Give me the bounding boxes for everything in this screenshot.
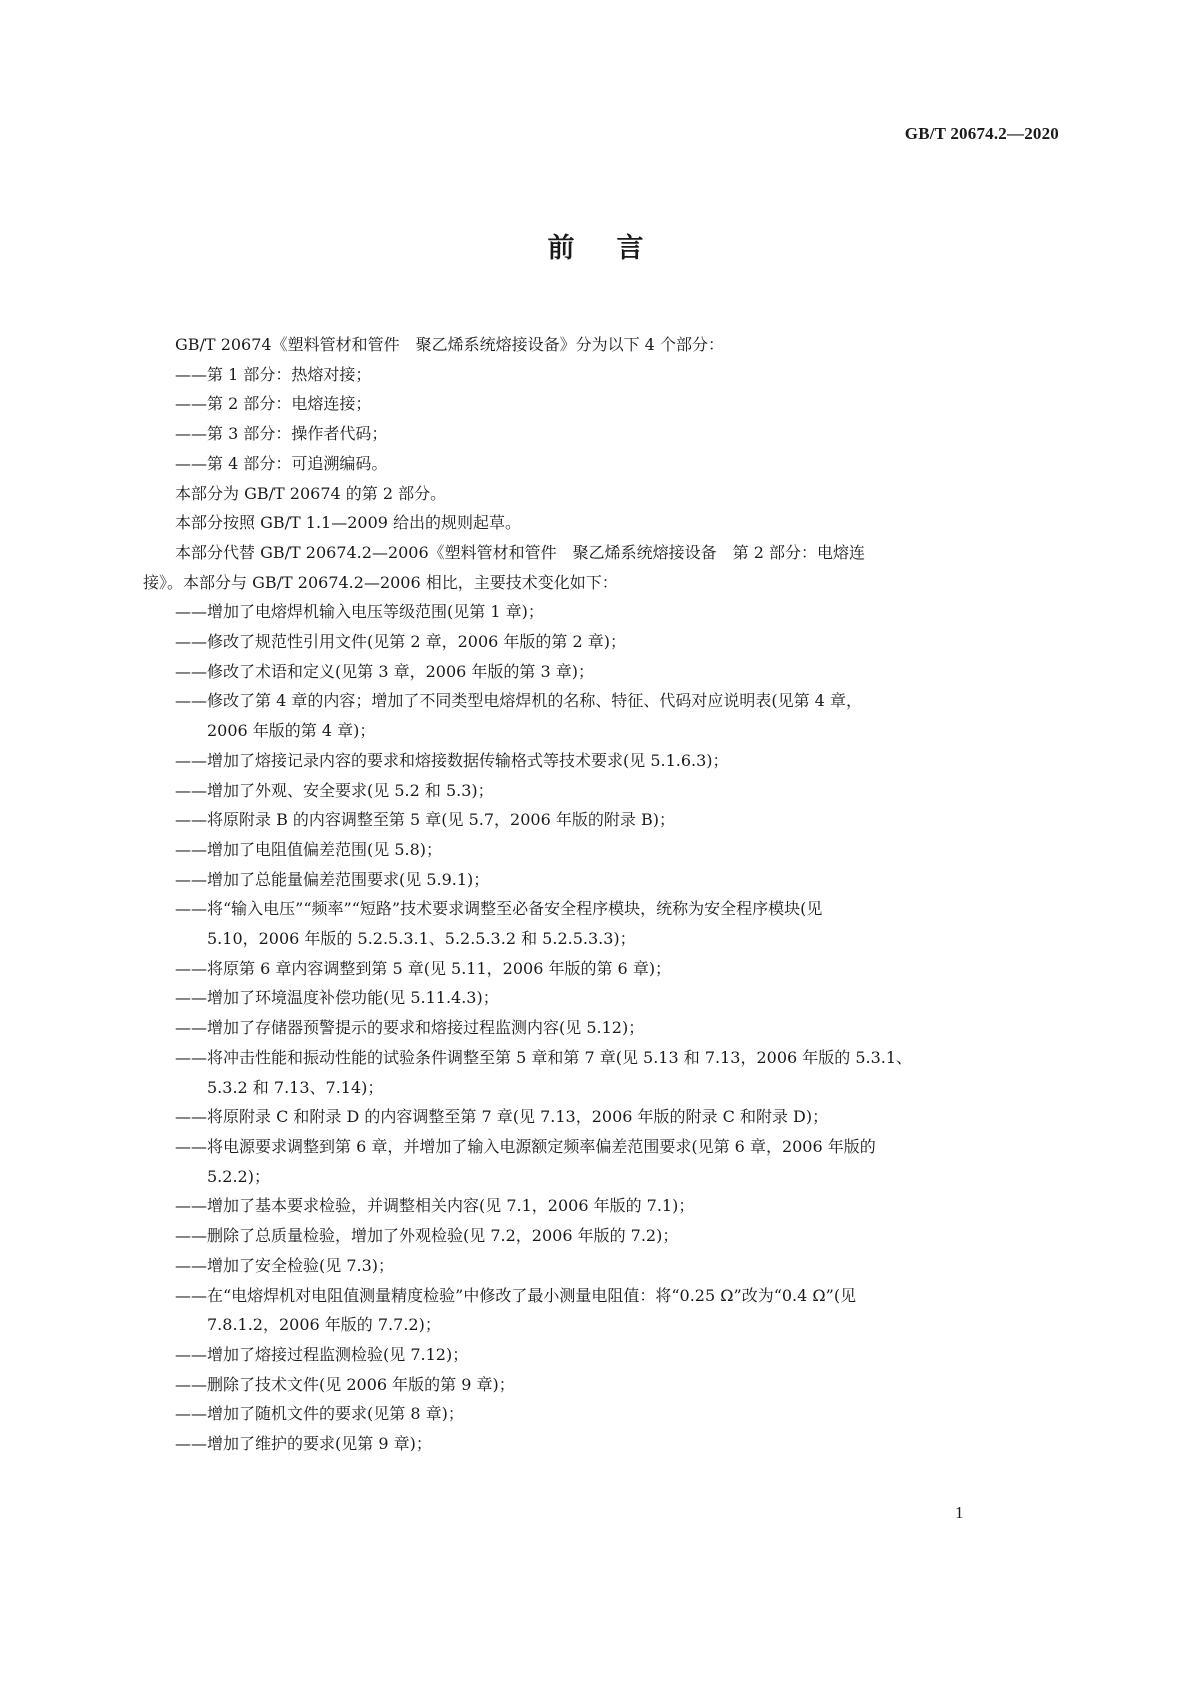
- technical-changes-list: [143, 597, 1063, 1458]
- change-list-item: [143, 865, 1063, 895]
- change-item-line: ——将“输入电压”“频率”“短路”技术要求调整至必备安全程序模块，统称为安全程序模块(见: [175, 899, 823, 919]
- change-list-item: [143, 746, 1063, 776]
- change-item-line: ——修改了第 4 章的内容；增加了不同类型电熔焊机的名称、特征、代码对应说明表(见第 4 章，: [175, 691, 862, 711]
- change-item-line: ——将冲击性能和振动性能的试验条件调整至第 5 章和第 7 章(见 5.13 和 7.13，2006 年版的 5.3.1、: [175, 1047, 913, 1067]
- change-item-line: ——删除了总质量检验，增加了外观检验(见 7.2，2006 年版的 7.2)；: [175, 1226, 679, 1246]
- replacement-statement-line: 接》。本部分与 GB/T 20674.2—2006 相比，主要技术变化如下：: [143, 572, 618, 592]
- page-number: 1: [955, 1503, 964, 1522]
- change-list-item: [143, 1102, 1063, 1132]
- change-item-line: ——将电源要求调整到第 6 章，并增加了输入电源额定频率偏差范围要求(见第 6 章，2006 年版的: [175, 1136, 876, 1156]
- change-list-item: [143, 1251, 1063, 1281]
- change-item-line: ——增加了外观、安全要求(见 5.2 和 5.3)；: [175, 780, 494, 800]
- change-item-line: ——增加了总能量偏差范围要求(见 5.9.1)；: [175, 869, 490, 889]
- change-item-line: ——删除了技术文件(见 2006 年版的第 9 章)；: [175, 1374, 515, 1394]
- change-item-line: ——将原附录 B 的内容调整至第 5 章(见 5.7，2006 年版的附录 B)；: [175, 810, 675, 830]
- change-list-item: [143, 1013, 1063, 1043]
- change-item-line: ——增加了随机文件的要求(见第 8 章)；: [175, 1404, 464, 1424]
- part-list-item: ——第 4 部分：可追溯编码。: [175, 453, 388, 473]
- change-item-line: ——增加了安全检验(见 7.3)；: [175, 1255, 395, 1275]
- change-item-line: ——将原附录 C 和附录 D 的内容调整至第 7 章(见 7.13，2006 年版的附录 C 和附录 D)；: [175, 1107, 829, 1127]
- change-list-item: [143, 1429, 1063, 1459]
- change-list-item: [143, 894, 1063, 953]
- drafting-rule-statement: 本部分按照 GB/T 1.1—2009 给出的规则起草。: [175, 513, 522, 533]
- standard-code: GB/T 20674.2—2020: [904, 124, 1059, 143]
- parts-statement: GB/T 20674《塑料管材和管件 聚乙烯系统熔接设备》分为以下 4 个部分：: [175, 335, 724, 354]
- change-list-item: [143, 597, 1063, 627]
- change-list-item: [143, 1340, 1063, 1370]
- change-item-line: ——修改了术语和定义(见第 3 章，2006 年版的第 3 章)；: [175, 661, 594, 681]
- replacement-statement-line: 本部分代替 GB/T 20674.2—2006《塑料管材和管件 聚乙烯系统熔接设备 第 2 部分：电熔连: [175, 542, 866, 562]
- change-item-line: ——增加了熔接记录内容的要求和熔接数据传输格式等技术要求(见 5.1.6.3)；: [175, 750, 729, 770]
- change-item-line: ——增加了环境温度补偿功能(见 5.11.4.3)；: [175, 988, 499, 1008]
- change-list-item: [143, 983, 1063, 1013]
- part-list-item: ——第 3 部分：操作者代码；: [175, 424, 388, 444]
- change-list-item: [143, 1370, 1063, 1400]
- change-list-item: [143, 1132, 1063, 1191]
- change-item-line: ——增加了基本要求检验，并调整相关内容(见 7.1，2006 年版的 7.1)；: [175, 1196, 695, 1216]
- change-item-line: ——增加了维护的要求(见第 9 章)；: [175, 1434, 432, 1454]
- change-list-item: [143, 954, 1063, 984]
- part-list-item: ——第 1 部分：热熔对接；: [175, 364, 372, 384]
- change-item-line: ——增加了电阻值偏差范围(见 5.8)；: [175, 839, 443, 859]
- change-item-line: 7.8.1.2，2006 年版的 7.7.2)；: [207, 1315, 441, 1335]
- change-list-item: [143, 1221, 1063, 1251]
- change-item-line: 5.2.2)；: [207, 1166, 270, 1186]
- change-list-item: [143, 1281, 1063, 1340]
- this-part-statement: 本部分为 GB/T 20674 的第 2 部分。: [175, 483, 447, 503]
- change-item-line: ——在“电熔焊机对电阻值测量精度检验”中修改了最小测量电阻值：将“0.25 Ω”改为“0.4 Ω”(见: [175, 1285, 857, 1305]
- change-item-line: ——将原第 6 章内容调整到第 5 章(见 5.11，2006 年版的第 6 章)；: [175, 958, 672, 978]
- change-item-line: 5.3.2 和 7.13、7.14)；: [207, 1077, 384, 1097]
- change-list-item: [143, 1043, 1063, 1102]
- change-item-line: ——修改了规范性引用文件(见第 2 章，2006 年版的第 2 章)；: [175, 632, 626, 652]
- change-list-item: [143, 627, 1063, 657]
- change-item-line: 5.10，2006 年版的 5.2.5.3.1、5.2.5.3.2 和 5.2.5.3.3)；: [207, 929, 636, 949]
- document-body: [143, 330, 1063, 1459]
- change-list-item: [143, 835, 1063, 865]
- page-title: 前言: [547, 233, 686, 264]
- change-item-line: 2006 年版的第 4 章)；: [207, 721, 376, 741]
- change-item-line: ——增加了电熔焊机输入电压等级范围(见第 1 章)；: [175, 602, 544, 622]
- part-list-item: ——第 2 部分：电熔连接；: [175, 394, 372, 414]
- change-list-item: [143, 776, 1063, 806]
- change-list-item: [143, 1191, 1063, 1221]
- change-list-item: [143, 1399, 1063, 1429]
- change-list-item: [143, 657, 1063, 687]
- change-item-line: ——增加了熔接过程监测检验(见 7.12)；: [175, 1344, 469, 1364]
- change-list-item: [143, 686, 1063, 745]
- change-list-item: [143, 805, 1063, 835]
- change-item-line: ——增加了存储器预警提示的要求和熔接过程监测内容(见 5.12)；: [175, 1018, 645, 1038]
